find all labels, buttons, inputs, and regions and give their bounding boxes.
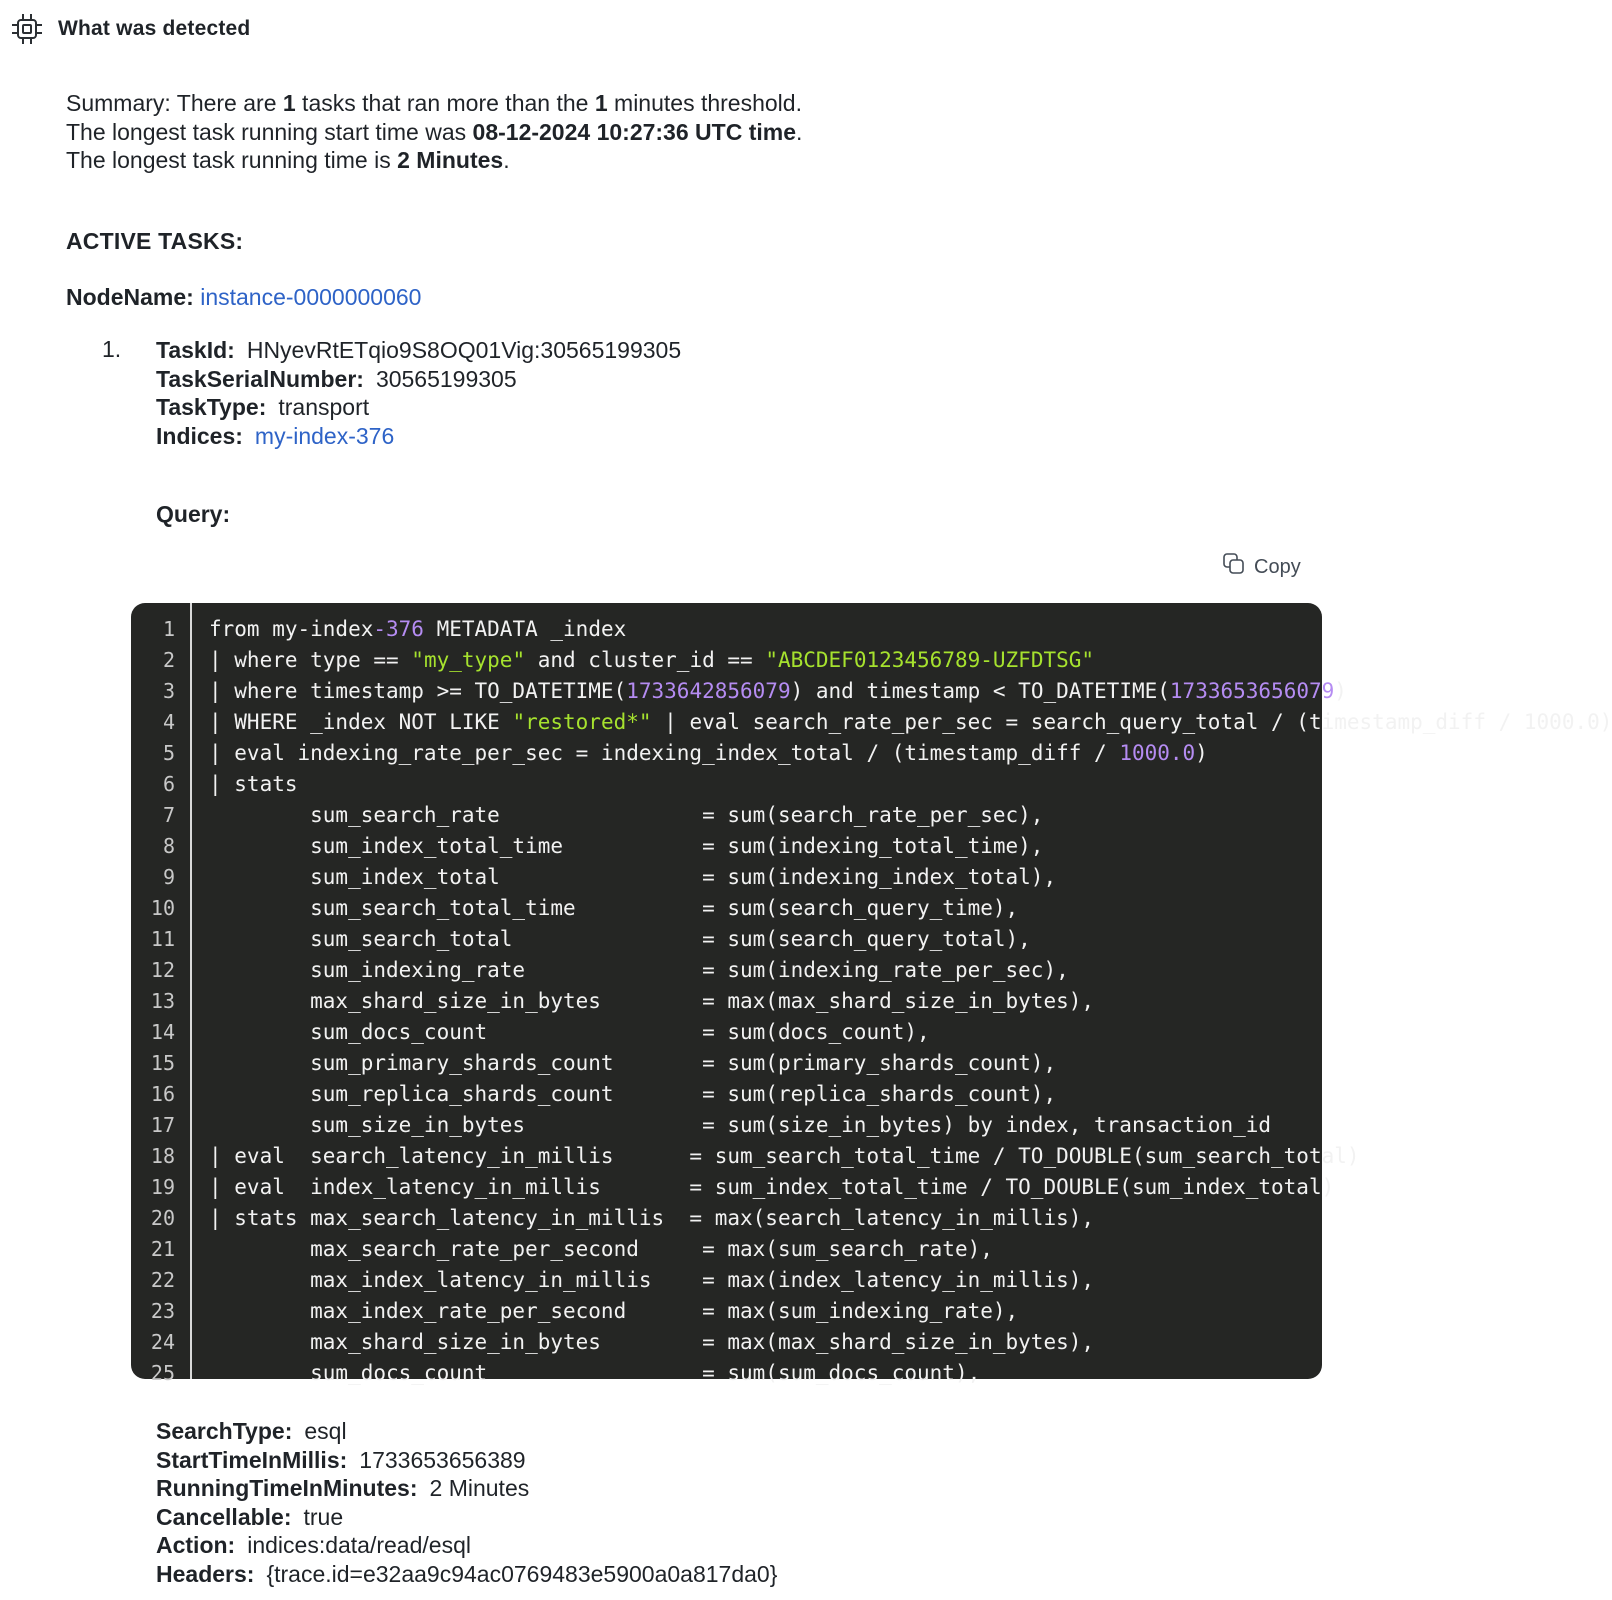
- line-number: 2: [162, 647, 175, 672]
- code-text: [175, 1020, 930, 1044]
- query-label: Query:: [156, 501, 231, 527]
- line-number: 10: [150, 895, 175, 920]
- code-token: sum_replica_shards_count = sum(replica_shards_count),: [209, 1081, 1057, 1106]
- copy-label: Copy: [1254, 555, 1301, 578]
- code-token: ): [1195, 740, 1208, 765]
- code-token: sum_search_rate = sum(search_rate_per_sec),: [209, 802, 1044, 827]
- detail-field-row: [156, 1531, 777, 1560]
- active-tasks-heading: ACTIVE TASKS:: [66, 228, 244, 254]
- code-text: [175, 1144, 1360, 1168]
- code-line: [131, 737, 1322, 768]
- line-number: 7: [162, 802, 175, 827]
- node-name-link[interactable]: instance-0000000060: [200, 284, 422, 310]
- code-text: [175, 803, 1043, 827]
- summary-text: minutes threshold.: [607, 90, 802, 116]
- code-line: [131, 861, 1322, 892]
- task-field-key: TaskSerialNumber:: [156, 365, 364, 392]
- code-token: from my-index: [209, 616, 374, 641]
- code-line: [131, 1264, 1322, 1295]
- code-token: | where timestamp >= TO_DATETIME(: [209, 678, 627, 703]
- code-token: sum_docs_count = sum(sum_docs_count),: [209, 1360, 981, 1385]
- line-number: 9: [162, 864, 175, 889]
- task-field-key: TaskId:: [156, 337, 235, 363]
- detail-field-row: [156, 1417, 777, 1446]
- line-number: 4: [162, 709, 175, 734]
- summary-highlight: 1: [594, 90, 608, 116]
- code-text: [175, 741, 1208, 765]
- node-name-label: NodeName:: [66, 284, 194, 310]
- code-string-token: "restored*": [512, 709, 652, 734]
- line-number: 6: [162, 771, 175, 796]
- code-line: [131, 954, 1322, 985]
- code-line: [131, 799, 1322, 830]
- task-detail-fields: [156, 1417, 777, 1588]
- code-lines: [131, 613, 1612, 1385]
- code-token: max_index_rate_per_second = max(sum_indexing_rate),: [209, 1298, 1019, 1323]
- detail-field-value: true: [303, 1503, 344, 1530]
- code-text: [175, 958, 1069, 982]
- code-line: [131, 706, 1612, 737]
- node-name-row: [66, 284, 421, 311]
- code-token: sum_search_total_time = sum(search_query_time),: [209, 895, 1019, 920]
- code-text: [175, 710, 1612, 734]
- code-line: [131, 1109, 1322, 1140]
- code-number-token: 1733653656079: [1169, 678, 1335, 703]
- task-fields: [156, 336, 681, 450]
- code-token: | eval index_latency_in_millis = sum_index_total_time / TO_DOUBLE(sum_index_total): [209, 1174, 1335, 1199]
- code-number-token: 1733642856079: [626, 678, 791, 703]
- code-token: ) and timestamp < TO_DATETIME(: [790, 678, 1170, 703]
- code-number-token: 1000.0: [1119, 740, 1196, 765]
- detail-field-row: [156, 1503, 777, 1532]
- code-token: sum_index_total_time = sum(indexing_total_time),: [209, 833, 1044, 858]
- code-text: [175, 617, 626, 641]
- detail-field-row: [156, 1474, 777, 1503]
- code-token: and cluster_id ==: [525, 647, 766, 672]
- summary-text: The longest task running start time was: [66, 118, 473, 145]
- code-text: [175, 1113, 1271, 1137]
- line-number: 3: [162, 678, 175, 703]
- code-text: [175, 679, 1347, 703]
- task-field-row: [156, 422, 681, 451]
- code-text: [175, 772, 298, 796]
- line-number: 1: [162, 616, 175, 641]
- code-token: | eval search_latency_in_millis = sum_search_total_time / TO_DOUBLE(sum_search_total): [209, 1143, 1360, 1168]
- task-field-key: TaskType:: [156, 394, 267, 420]
- code-string-token: "my_type": [411, 647, 526, 672]
- code-text: [175, 989, 1094, 1013]
- code-line: [131, 1326, 1322, 1357]
- code-line: [131, 613, 1322, 644]
- code-text: [175, 648, 1094, 672]
- cpu-chip-icon: [10, 12, 44, 46]
- summary-highlight: 08-12-2024 10:27:36 UTC time: [472, 118, 796, 145]
- summary: [66, 89, 802, 175]
- summary-line-2: [66, 118, 802, 147]
- task-field-row: [156, 365, 681, 394]
- copy-icon: [1222, 552, 1246, 582]
- summary-text: .: [503, 147, 510, 173]
- line-number: 19: [150, 1174, 175, 1199]
- code-line: [131, 644, 1322, 675]
- detail-field-key: Headers:: [156, 1560, 255, 1587]
- detail-field-key: SearchType:: [156, 1418, 293, 1444]
- code-token: ): [1334, 678, 1347, 703]
- code-line: [131, 1016, 1322, 1047]
- summary-line-3: [66, 146, 802, 175]
- task-field-row: [156, 336, 681, 365]
- code-token: sum_primary_shards_count = sum(primary_shards_count),: [209, 1050, 1057, 1075]
- code-line: [131, 1202, 1322, 1233]
- code-token: max_shard_size_in_bytes = max(max_shard_size_in_bytes),: [209, 988, 1095, 1013]
- code-token: | eval search_rate_per_sec = search_query_total / (timestamp_diff / 1000.0): [651, 709, 1612, 734]
- task-field-value: HNyevRtETqio9S8OQ01Vig:30565199305: [246, 337, 682, 363]
- code-line: [131, 985, 1322, 1016]
- detail-field-value: {trace.id=e32aa9c94ac0769483e5900a0a817da0}: [266, 1560, 778, 1587]
- code-token: | where type ==: [209, 647, 412, 672]
- code-line: [131, 830, 1322, 861]
- code-text: [175, 1330, 1094, 1354]
- task-field-value: transport: [278, 394, 370, 420]
- code-text: [175, 1237, 993, 1261]
- code-token: METADATA _index: [423, 616, 627, 641]
- code-number-token: -376: [373, 616, 424, 641]
- code-token: sum_size_in_bytes = sum(size_in_bytes) by index, transaction_id: [209, 1112, 1272, 1137]
- code-line: [131, 923, 1322, 954]
- code-line: [131, 892, 1322, 923]
- copy-button[interactable]: [1222, 552, 1301, 582]
- indices-link[interactable]: my-index-376: [254, 422, 395, 449]
- code-line: [131, 768, 1322, 799]
- line-number: 20: [150, 1205, 175, 1230]
- code-token: | eval indexing_rate_per_sec = indexing_index_total / (timestamp_diff /: [209, 740, 1120, 765]
- code-line: [131, 675, 1347, 706]
- code-token: max_search_rate_per_second = max(sum_search_rate),: [209, 1236, 993, 1261]
- header-title: What was detected: [58, 17, 251, 40]
- detail-field-key: Cancellable:: [156, 1503, 292, 1530]
- detail-field-key: StartTimeInMillis:: [156, 1446, 348, 1473]
- summary-line-1: [66, 89, 802, 118]
- code-token: sum_indexing_rate = sum(indexing_rate_per_sec),: [209, 957, 1069, 982]
- code-token: | stats max_search_latency_in_millis = max(search_latency_in_millis),: [209, 1205, 1095, 1230]
- line-number: 14: [150, 1019, 175, 1044]
- summary-text: tasks that ran more than the: [295, 90, 595, 116]
- line-number: 11: [150, 926, 175, 951]
- code-line: [131, 1140, 1360, 1171]
- code-token: max_index_latency_in_millis = max(index_latency_in_millis),: [209, 1267, 1095, 1292]
- line-number: 8: [162, 833, 175, 858]
- summary-text: Summary: There are: [66, 90, 283, 116]
- summary-text: The longest task running time is: [66, 147, 398, 173]
- code-token: sum_docs_count = sum(docs_count),: [209, 1019, 930, 1044]
- line-number: 13: [150, 988, 175, 1013]
- code-text: [175, 1361, 980, 1385]
- line-number: 22: [150, 1267, 175, 1292]
- summary-highlight: 1: [282, 90, 296, 116]
- code-text: [175, 896, 1018, 920]
- code-token: sum_index_total = sum(indexing_index_total),: [209, 864, 1057, 889]
- detail-field-value: 2 Minutes: [429, 1475, 530, 1501]
- code-text: [175, 1175, 1334, 1199]
- code-token: max_shard_size_in_bytes = max(max_shard_size_in_bytes),: [209, 1329, 1095, 1354]
- line-number: 12: [150, 957, 175, 982]
- code-block[interactable]: [131, 603, 1612, 1385]
- line-number: 25: [150, 1360, 175, 1385]
- code-line: [131, 1078, 1322, 1109]
- code-line: [131, 1357, 1322, 1388]
- code-token: | stats: [209, 771, 298, 796]
- code-line: [131, 1171, 1335, 1202]
- code-text: [175, 865, 1056, 889]
- detail-field-value: esql: [304, 1418, 347, 1444]
- detail-field-key: RunningTimeInMinutes:: [156, 1475, 418, 1501]
- line-number: 16: [150, 1081, 175, 1106]
- code-token: | WHERE _index NOT LIKE: [209, 709, 513, 734]
- detail-field-value: 1733653656389: [359, 1446, 526, 1473]
- code-text: [175, 1206, 1094, 1230]
- detail-field-row: [156, 1560, 777, 1589]
- task-field-row: [156, 393, 681, 422]
- code-text: [175, 1051, 1056, 1075]
- detail-field-row: [156, 1446, 777, 1475]
- line-number: 24: [150, 1329, 175, 1354]
- line-number: 18: [150, 1143, 175, 1168]
- task-field-value: 30565199305: [375, 365, 517, 392]
- detail-field-value: indices:data/read/esql: [247, 1532, 471, 1558]
- detection-header: [10, 10, 250, 48]
- code-text: [175, 1299, 1018, 1323]
- detail-field-key: Action:: [156, 1532, 236, 1558]
- code-token: sum_search_total = sum(search_query_total),: [209, 926, 1031, 951]
- summary-highlight: 2 Minutes: [397, 147, 504, 173]
- task-field-key: Indices:: [156, 422, 243, 449]
- line-number: 17: [150, 1112, 175, 1137]
- task-number: 1.: [102, 336, 122, 362]
- line-number: 5: [162, 740, 175, 765]
- line-number: 15: [150, 1050, 175, 1075]
- code-text: [175, 927, 1031, 951]
- code-line: [131, 1047, 1322, 1078]
- code-text: [175, 1082, 1056, 1106]
- line-number: 23: [150, 1298, 175, 1323]
- code-string-token: "ABCDEF0123456789-UZFDTSG": [765, 647, 1095, 672]
- line-number: 21: [150, 1236, 175, 1261]
- code-line: [131, 1295, 1322, 1326]
- code-text: [175, 1268, 1094, 1292]
- summary-text: .: [795, 118, 803, 145]
- code-text: [175, 834, 1043, 858]
- code-line: [131, 1233, 1322, 1264]
